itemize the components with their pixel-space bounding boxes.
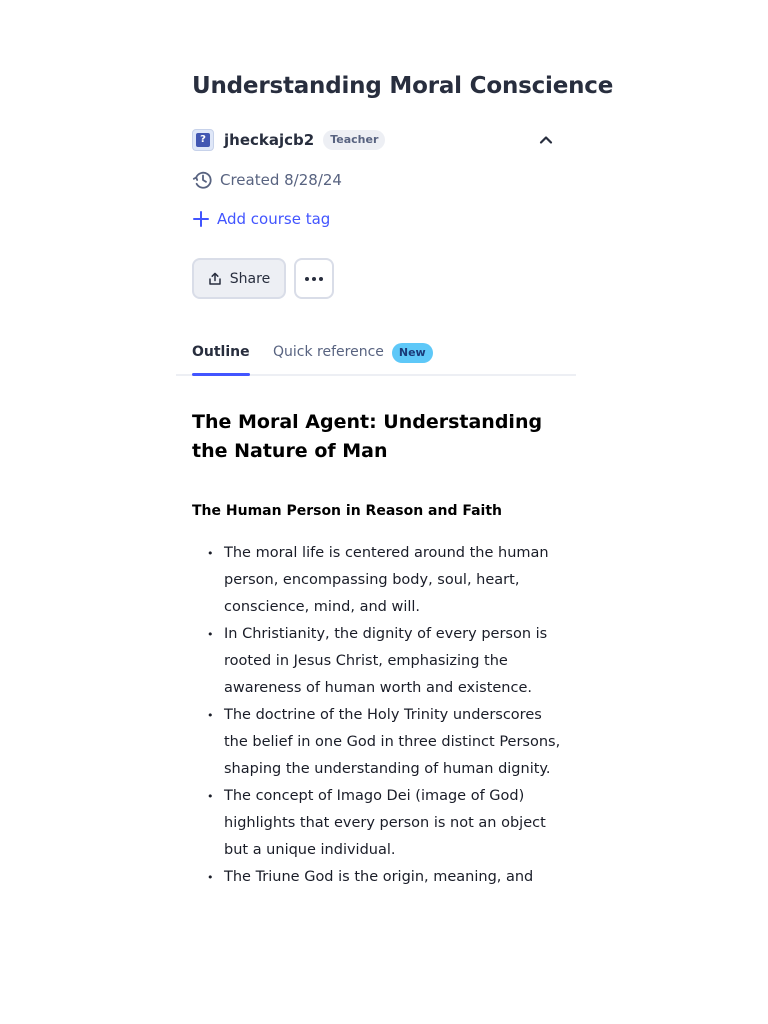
share-button[interactable] xyxy=(192,258,286,299)
page-title: Understanding Moral Conscience xyxy=(192,73,614,99)
created-date xyxy=(192,169,342,191)
tab-outline[interactable] xyxy=(192,344,250,374)
more-options-button[interactable] xyxy=(294,258,334,299)
share-label: Share xyxy=(229,270,271,287)
share-icon xyxy=(208,272,222,286)
subheading: The Human Person in Reason and Faith xyxy=(192,503,503,519)
tab-bar xyxy=(176,340,576,376)
author-username[interactable]: jheckajcb2 xyxy=(224,131,315,149)
list-item: • The doctrine of the Holy Trinity underscores the belief in one God in three distinct Persons, shaping the understanding of human dignity. xyxy=(192,702,562,783)
bullet-list xyxy=(192,540,562,891)
list-item: • In Christianity, the dignity of every person is rooted in Jesus Christ, emphasizing the awareness of human worth and existence. xyxy=(192,621,562,702)
new-badge: New xyxy=(392,343,433,363)
created-label: Created 8/28/24 xyxy=(220,171,342,189)
chevron-up-icon xyxy=(538,132,554,148)
plus-icon xyxy=(192,210,210,228)
action-buttons xyxy=(192,258,334,299)
tab-quick-reference-label: Quick reference xyxy=(273,344,384,360)
set-header xyxy=(192,66,614,287)
role-badge: Teacher xyxy=(323,130,385,150)
add-course-tag-label: Add course tag xyxy=(217,210,331,228)
list-item: • The concept of Imago Dei (image of God) highlights that every person is not an object but a unique individual. xyxy=(192,783,562,864)
avatar-icon[interactable]: ? xyxy=(192,129,214,151)
tab-outline-label: Outline xyxy=(192,344,250,360)
history-icon xyxy=(192,169,214,191)
list-item: • The moral life is centered around the human person, encompassing body, soul, heart, conscience, mind, and will. xyxy=(192,540,562,621)
author-row xyxy=(192,128,558,152)
section-title: The Moral Agent: Understanding the Nature of Man xyxy=(192,411,543,462)
tab-quick-reference[interactable] xyxy=(273,344,433,374)
collapse-button[interactable] xyxy=(534,128,558,152)
more-horizontal-icon xyxy=(304,276,324,282)
add-course-tag-button[interactable] xyxy=(192,210,330,228)
list-item: • The Triune God is the origin, meaning, and xyxy=(192,864,562,891)
